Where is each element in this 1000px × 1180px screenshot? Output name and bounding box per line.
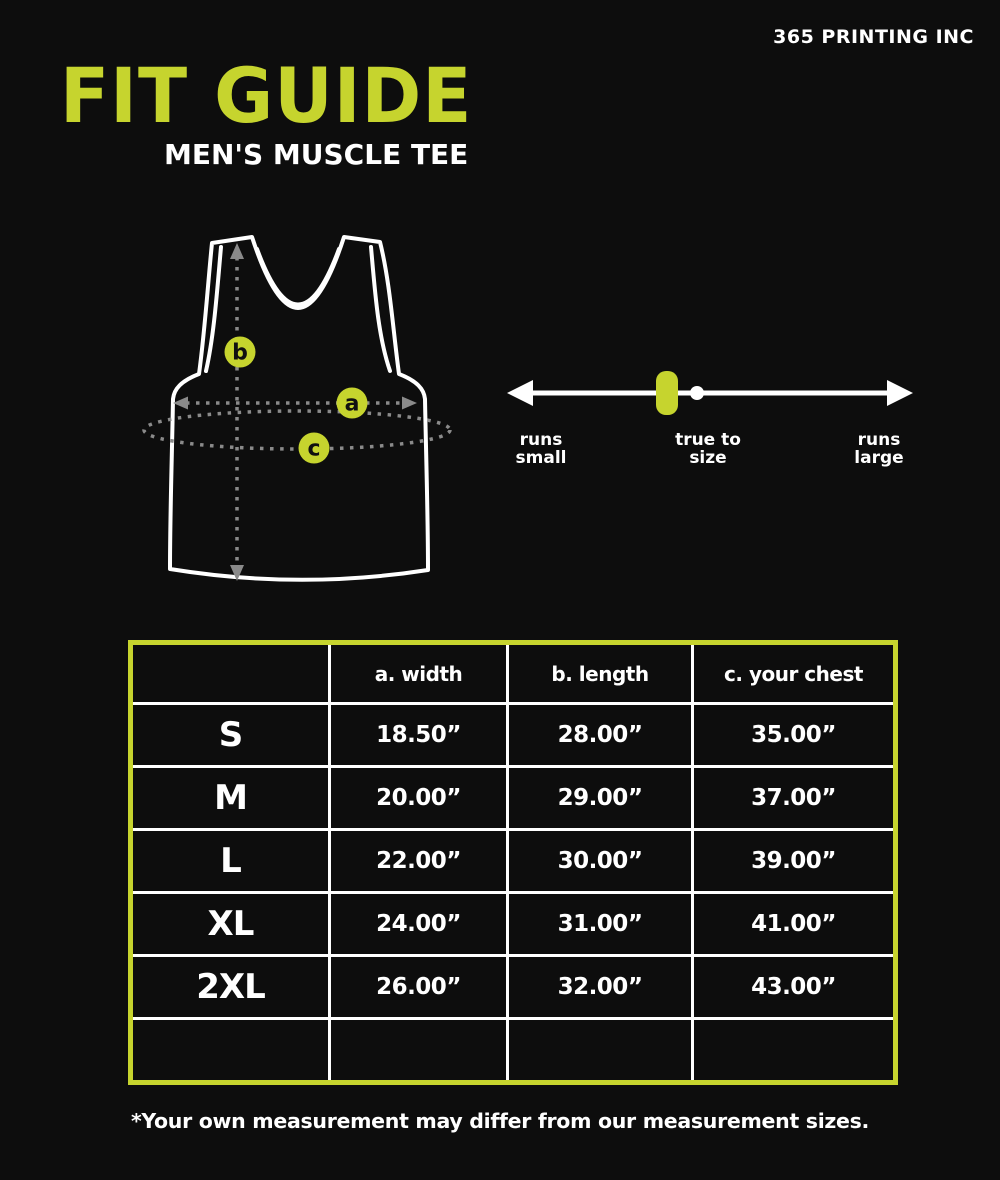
chest-measure-ellipse xyxy=(144,411,450,449)
table-row-empty xyxy=(131,1019,896,1083)
measure-arrowheads xyxy=(173,243,417,581)
size-label: 2XL xyxy=(131,956,330,1019)
marker-a xyxy=(337,388,368,419)
empty-cell xyxy=(693,1019,896,1083)
chest-value: 43.00” xyxy=(693,956,896,1019)
empty-cell xyxy=(330,1019,508,1083)
length-value: 29.00” xyxy=(508,767,693,830)
marker-a-letter: a xyxy=(344,391,360,417)
size-chart-header-row xyxy=(131,643,896,704)
chest-value: 35.00” xyxy=(693,704,896,767)
fit-scale-arrow-right xyxy=(887,380,913,406)
muscle-tee-outline xyxy=(170,237,428,580)
width-arrow-left xyxy=(173,397,188,410)
brand-name: 365 PRINTING INC xyxy=(773,26,974,48)
product-subtitle: MEN'S MUSCLE TEE xyxy=(164,138,469,171)
table-row-l xyxy=(131,830,896,893)
size-label: S xyxy=(131,704,330,767)
fit-scale-label-true-to-size: true to size xyxy=(675,430,741,469)
width-value: 18.50” xyxy=(330,704,508,767)
size-label: XL xyxy=(131,893,330,956)
fit-scale-midpoint-dot xyxy=(690,386,704,400)
collar-inner-line xyxy=(257,249,339,305)
right-armhole-inner-line xyxy=(371,247,390,371)
column-header-size xyxy=(131,643,330,704)
size-label: L xyxy=(131,830,330,893)
page-title: FIT GUIDE xyxy=(60,51,473,140)
table-row-xl xyxy=(131,893,896,956)
size-chart-table xyxy=(128,640,898,1085)
length-value: 31.00” xyxy=(508,893,693,956)
column-header-width: a. width xyxy=(330,643,508,704)
width-value: 26.00” xyxy=(330,956,508,1019)
marker-b-letter: b xyxy=(232,340,248,366)
fit-scale-label-runs-large: runs large xyxy=(854,430,904,469)
marker-c-letter: c xyxy=(307,436,321,462)
width-value: 24.00” xyxy=(330,893,508,956)
empty-cell xyxy=(131,1019,330,1083)
table-row-m xyxy=(131,767,896,830)
marker-b xyxy=(225,337,256,368)
size-label: M xyxy=(131,767,330,830)
length-value: 28.00” xyxy=(508,704,693,767)
width-value: 22.00” xyxy=(330,830,508,893)
width-arrow-right xyxy=(402,397,417,410)
length-value: 32.00” xyxy=(508,956,693,1019)
chest-value: 41.00” xyxy=(693,893,896,956)
column-header-chest: c. your chest xyxy=(693,643,896,704)
length-value: 30.00” xyxy=(508,830,693,893)
measurement-disclaimer: *Your own measurement may differ from our measurement sizes. xyxy=(130,1109,870,1133)
chest-value: 39.00” xyxy=(693,830,896,893)
chest-value: 37.00” xyxy=(693,767,896,830)
length-arrow-up xyxy=(230,243,244,259)
fit-scale xyxy=(507,371,913,415)
width-value: 20.00” xyxy=(330,767,508,830)
fit-scale-marker xyxy=(656,371,678,415)
table-row-2xl xyxy=(131,956,896,1019)
column-header-length: b. length xyxy=(508,643,693,704)
marker-c xyxy=(299,433,330,464)
empty-cell xyxy=(508,1019,693,1083)
fit-scale-arrow-left xyxy=(507,380,533,406)
fit-scale-label-runs-small: runs small xyxy=(515,430,567,469)
table-row-s xyxy=(131,704,896,767)
